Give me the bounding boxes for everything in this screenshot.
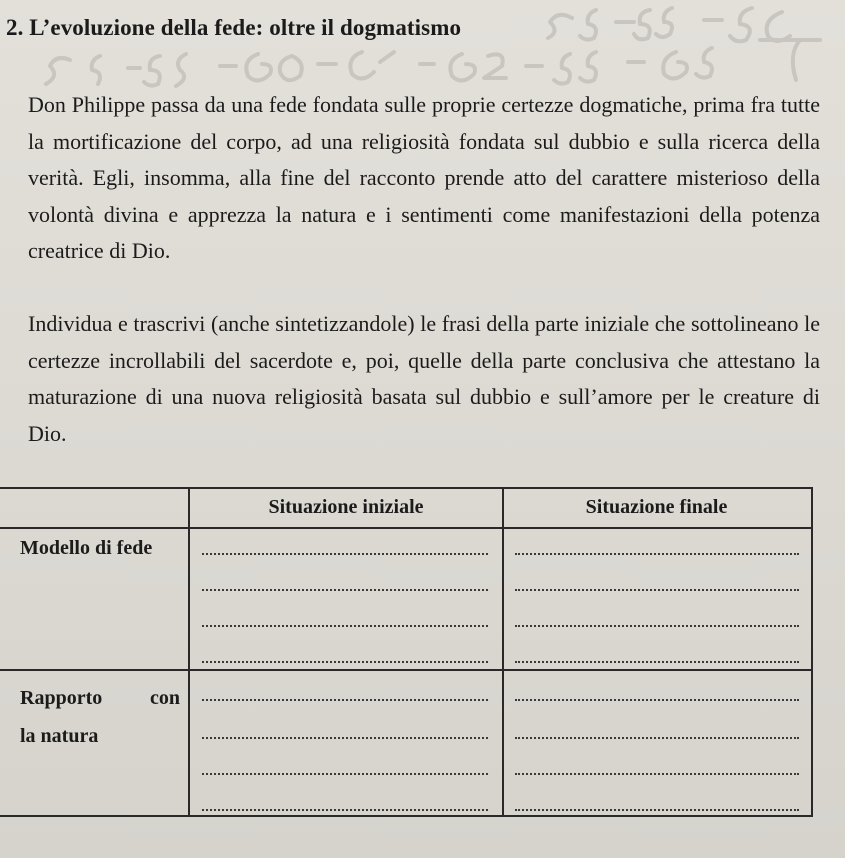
table-column-divider: [502, 489, 504, 815]
answer-table: [0, 487, 813, 817]
answer-line-initial[interactable]: [202, 809, 488, 811]
answer-line-initial[interactable]: [202, 773, 488, 775]
answer-line-initial[interactable]: [202, 553, 488, 555]
table-row-divider: [0, 669, 811, 671]
answer-line-final[interactable]: [515, 737, 799, 739]
answer-line-initial[interactable]: [202, 589, 488, 591]
row-label-part: Rapporto: [20, 687, 103, 709]
row-label-faith-model: Modello di fede: [20, 537, 153, 559]
handwritten-page-numbers: [0, 0, 845, 90]
answer-line-final[interactable]: [515, 553, 799, 555]
answer-line-final[interactable]: [515, 589, 799, 591]
answer-line-initial[interactable]: [202, 625, 488, 627]
row-label-part: la natura: [20, 725, 99, 747]
answer-line-final[interactable]: [515, 699, 799, 701]
exercise-title: 2. L’evoluzione della fede: oltre il dogmatismo: [6, 15, 462, 40]
column-header-final: Situazione finale: [585, 496, 728, 518]
table-column-divider: [188, 489, 190, 815]
answer-line-initial[interactable]: [202, 699, 488, 701]
exercise-instructions-paragraph: Individua e trascrivi (anche sintetizzandole) le frasi della parte iniziale che sottolineano le certezze incrollabili del sacerdote e, poi, quelle della parte conclusiva che attestano la maturazione di una nuova religiosità basata sul dubbio e sull’amore per le creature di Dio.: [28, 311, 820, 446]
answer-line-initial[interactable]: [202, 661, 488, 663]
column-header-initial: Situazione iniziale: [268, 496, 424, 518]
answer-line-final[interactable]: [515, 809, 799, 811]
row-label-part: con: [150, 687, 180, 709]
answer-line-final[interactable]: [515, 773, 799, 775]
exercise-intro-paragraph: Don Philippe passa da una fede fondata sulle proprie certezze dogmatiche, prima fra tutte la mortificazione del corpo, ad una religiosità fondata sul dubbio e sulla ricerca della verità. Egli, insomma, alla fine del racconto prende atto del carattere misterioso della volontà divina e apprezza la natura e i sentimenti come manifestazioni della potenza creatrice di Dio.: [28, 92, 820, 263]
answer-line-final[interactable]: [515, 661, 799, 663]
answer-line-initial[interactable]: [202, 737, 488, 739]
answer-line-final[interactable]: [515, 625, 799, 627]
row-label-relation-nature: [20, 679, 180, 755]
